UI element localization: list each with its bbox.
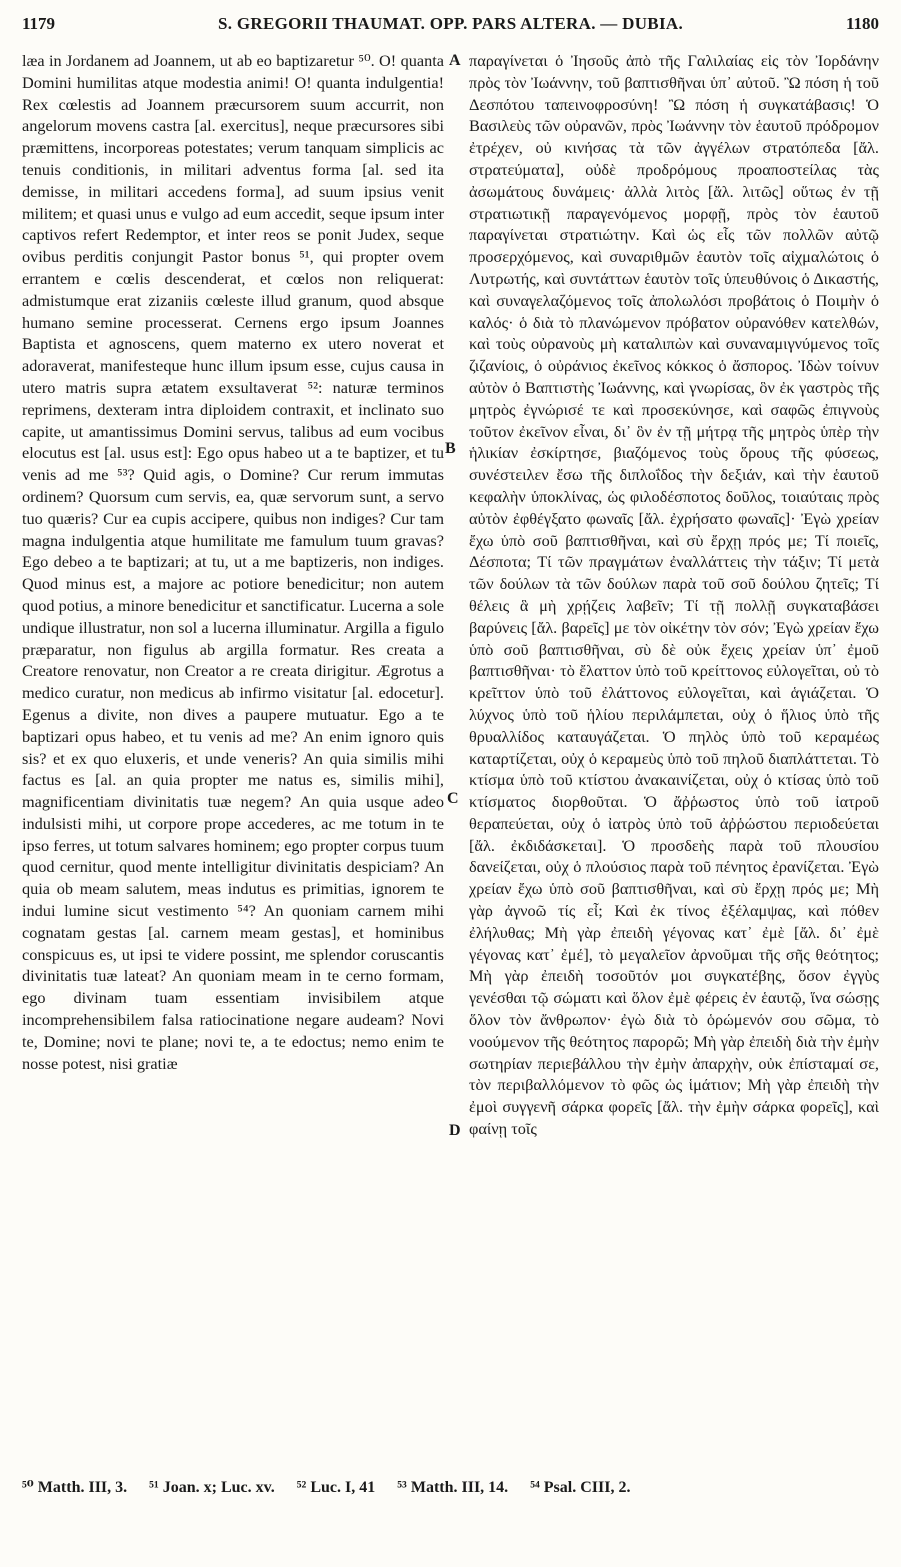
margin-letter-a: A [449, 52, 461, 69]
margin-letter-d: D [449, 1122, 461, 1139]
margin-letter-c: C [447, 790, 459, 807]
margin-letter-b: B [445, 440, 456, 457]
greek-column [469, 50, 879, 1140]
latin-column [22, 50, 444, 1074]
greek-text: παραγίνεται ὁ Ἰησοῦς ἀπὸ τῆς Γαλιλαίας εἰς τὸν Ἰορδάνην πρὸς τὸν Ἰωάννην, τοῦ βαπτισθῆναι ὑπ᾽ αὐτοῦ. Ὢ πόση ἡ τοῦ Δεσπότου ταπεινοφροσύνη! Ὢ πόση ἡ συγκατάβασις! Ὁ Βασιλεὺς τῶν οὐρανῶν, πρὸς Ἰωάννην τὸν ἑαυτοῦ πρόδρομον ἐτρέχεν, οὐ κινήσας τὰ τῶν ἀγγέλων στρατόπεδα [ἄλ. στρατεύματα], οὐδὲ προδρόμους προαποστείλας τὰς ἀσωμάτους δυνάμεις· ἀλλὰ λιτὸς [ἄλ. λιτῶς] οὕτως ἐν τῇ στρατιωτικῇ παραγενόμενος μορφῇ, πρὸς τὸν ἑαυτοῦ παραγίνεται στρατιώτην. Καὶ ὡς εἷς τῶν πολλῶν αὐτῷ προσερχόμενος, καὶ συναριθμῶν ἑαυτὸν τοῖς αἰχμαλώτοις ὁ Λυτρωτής, καὶ συντάττων ἑαυτὸν τοῖς ὑπευθύνοις ὁ Δικαστής, καὶ συναγελαζόμενος τοῖς ἀπολωλόσι προβάτοις ὁ Ποιμὴν ὁ καλός· ὁ διὰ τὸ πλανώμενον πρόβατον οὐρανόθεν κατελθών, καὶ τοὺς οὐρανοὺς μὴ καταλιπὼν καὶ συναναμιγνύμενος τοῖς ζιζανίοις, ὁ οὐράνιος ἐκεῖνος κόκκος ὁ ἄσπορος. Ἰδὼν τοίνυν αὐτὸν ὁ Βαπτιστὴς Ἰωάννης, καὶ γνωρίσας, ὃν ἐκ γαστρὸς τῆς μητρὸς ἐγνώρισέ τε καὶ προσεκύνησε, καὶ σαφῶς ἐπιγνοὺς τοῦτον ἐκεῖνον εἶναι, δι᾽ ὃν ἐν τῇ μήτρᾳ τῆς μητρὸς ὑπὲρ τὴν ἡλικίαν ἐσκίρτησε, βιαζόμενος τοὺς ὅρους τῆς φύσεως, συνέστειλεν ἔσω τῆς διπλοΐδος τὴν δεξιάν, καὶ τὴν ἑαυτοῦ κεφαλὴν ὑποκλίνας, ὡς φιλοδέσποτος δοῦλος, τοιαύταις πρὸς αὐτὸν ἐφθέγξατο φωναῖς [ἄλ. ἐχρήσατο φωναῖς]· Ἐγὼ χρείαν ἔχω ὑπὸ σοῦ βαπτισθῆναι, καὶ σὺ ἔρχῃ πρός με; Τί ποιεῖς, Δέσποτα; Τί τῶν πραγμάτων ἐναλλάττεις τὴν τάξιν; Τί μετὰ τῶν δούλων τὰ τῶν δούλων παρὰ τοῦ σοῦ δούλου ζητεῖς; Τί θέλεις ἃ μὴ χρῄζεις λαβεῖν; Τί τῇ πολλῇ συγκαταβάσει βαρύνεις [ἄλ. βαρεῖς] με τὸν οἰκέτην τὸν σόν; Ἐγὼ χρείαν ἔχω ὑπὸ σοῦ βαπτισθῆναι, σὺ δὲ οὐκ ἔχεις χρείαν ὑπ᾽ ἐμοῦ βαπτισθῆναι· τὸ ἔλαττον ὑπὸ τοῦ κρείττονος εὐλογεῖται, οὐ τὸ κρεῖττον ὑπὸ τοῦ ἐλάττονος εὐλογεῖται, καὶ ἁγιάζεται. Ὁ λύχνος ὑπὸ τοῦ ἡλίου περιλάμπεται, οὐχ ὁ ἥλιος ὑπὸ τῆς θρυαλλίδος καταυγάζεται. Ὁ πηλὸς ὑπὸ τοῦ κεραμέως καταρτίζεται, οὐχ ὁ κεραμεὺς ὑπὸ τοῦ πηλοῦ διαπλάττεται. Τὸ κτίσμα ὑπὸ τοῦ κτίστου ἀνακαινίζεται, οὐχ ὁ κτίσας ὑπὸ τοῦ κτίσματος διορθοῦται. Ὁ ἄῤῥωστος ὑπὸ τοῦ ἰατροῦ θεραπεύεται, οὐχ ὁ ἰατρὸς ὑπὸ τοῦ ἀῤῥώστου περιοδεύεται [ἄλ. ἐκδιδάσκεται]. Ὁ προσδεὴς παρὰ τοῦ πλουσίου δανείζεται, οὐχ ὁ πλούσιος παρὰ τοῦ πένητος ἐρανίζεται. Ἐγὼ χρείαν ἔχω ὑπὸ σοῦ βαπτισθῆναι, καὶ σὺ ἔρχῃ πρός με; Μὴ γὰρ ἀγνοῶ τίς εἶ; Καὶ ἐκ τίνος ἐξέλαμψας, καὶ πόθεν ἐλήλυθας; Μὴ γὰρ ἐπειδὴ γέγονας κατ᾽ ἐμὲ [ἄλ. δι᾽ ἐμὲ γέγονας κατ᾽ ἐμέ], τὸ μεγαλεῖον ἀρνοῦμαι τῆς σῆς θεότητος; Μὴ γὰρ ἐπειδὴ τοσοῦτόν μοι συγκατέβης, ὅσον ἐγγὺς γενέσθαι τῷ σώματι καὶ ὅλον ἐμὲ φέρεις ἐν ἑαυτῷ, ἵνα σώσῃς ὅλον τὸν ἄνθρωπον· ἐγὼ διὰ τὸ ὁρώμενόν σου σῶμα, τὸ νοούμενον τῆς θεότητος παρορῶ; Μὴ γὰρ ἐπειδὴ διὰ τὴν ἐμὴν σωτηρίαν περιεβάλλου τὴν ἐμὴν ἀπαρχὴν, οὐκ ἐπίσταμαί σε, τὸν περιβαλλόμενον τὸ φῶς ὡς ἱμάτιον; Μὴ γὰρ ἐπειδὴ τὴν ἐμοὶ συγγενῆ σάρκα φορεῖς [ἄλ. τὴν ἐμὴν σάρκα φορεῖς], καὶ φαίνῃ τοῖς [469, 51, 879, 1139]
page-number-right: 1180 [845, 14, 879, 33]
latin-text: læa in Jordanem ad Joannem, ut ab eo baptizaretur ⁵⁰. O! quanta Domini humilitas atque modestia animi! O! quanta indulgentia! Rex cœlestis ad Joannem præcursorem suum accurrit, non angelorum movens castra [al. exercitus], neque præcursores sibi præmittens, incorporeas potestates; verum tanquam simplicis ac tenuis conditionis, in militari adventus forma [al. sed ita demisse, in militari accedens forma], ad suum ipsius venit militem; et quasi unus e vulgo ad eum accedit, seque ipsum inter captivos refert Redemptor, et inter reos se ponit Judex, seque ovibus perditis conjungit Pastor bonus ⁵¹, qui propter ovem errantem e cœlis descenderat, et cœlos non reliquerat: admistumque erat zizaniis cœleste illud granum, quod absque humano semine processerat. Cernens ergo ipsum Joannes Baptista et agnoscens, quem materno ex utero noverat et adoraverat, manifesteque hunc illum ipsum esse, cujus causa in utero matris supra ætatem exsultaverat ⁵²: naturæ terminos reprimens, dexteram intra diploidem contraxit, et inclinato suo capite, ut amantissimus Domini servus, talibus ad eum vocibus elocutus est [al. usus est]: Ego opus habeo ut a te baptizer, et tu venis ad me ⁵³? Quid agis, o Domine? Cur rerum immutas ordinem? Quorsum cum servis, ea, quæ servorum sunt, a servo tuo quæris? Cur ea cupis accipere, quibus non indiges? Cur tam magna indulgentia atque humilitate me famulum tuum gravas? Ego debeo a te baptizari; at tu, ut a me baptizeris, non indiges. Quod minus est, a majore ac potiore benedicitur; non autem quod potius, a minore benedicitur et sanctificatur. Lucerna a sole undique illustratur, non sol a lucerna illuminatur. Argilla a figulo præparatur, non figulus ab argilla formatur. Res creata a Creatore renovatur, non Creator a re creata dirigitur. Ægrotus a medico curatur, non medicus ab infirmo visitatur [al. edocetur]. Egenus a divite, non dives a paupere mutuatur. Ego a te baptizari opus habeo, et tu venis ad me? An enim ignoro quis sis? et ex quo eluxeris, et unde veneris? An quia similis mihi factus es [al. an quia propter me natus es, similis mihi], magnificentiam divinitatis tuæ negem? An quia usque adeo indulsisti mihi, ut corpore prope accederes, ac me totum in te ipso ferres, ut totum salvares hominem; ego propter corpus tuum quod cernitur, quod mente intelligitur divinitatis despiciam? An quia ob meam salutem, meas indutus es primitias, ignorem te indui lumine sicut vestimento ⁵⁴? An quoniam carnem mihi cognatam gestas [al. carnem meam gestas], et hominibus conspicuus es, ut ipsi te videre possint, me splendor coruscantis divinitatis tuæ lateat? An quoniam meam in te cerno formam, ego divinam tuam essentiam invisibilem atque incomprehensibilem falsa ratiocinatione negare audeam? Novi te, Domine; novi te plane; novi te, a te edoctus; nemo enim te nosse potest, nisi gratiæ [22, 51, 444, 1073]
footnote-54: ⁵⁴ Psal. CIII, 2. [530, 1479, 631, 1496]
page-number-left: 1179 [22, 14, 56, 33]
footnotes [22, 1477, 879, 1497]
running-header [22, 14, 879, 40]
running-title: S. GREGORII THAUMAT. OPP. PARS ALTERA. — DUBIA. [218, 14, 683, 33]
footnote-53: ⁵³ Matth. III, 14. [397, 1479, 509, 1496]
footnote-51: ⁵¹ Joan. x; Luc. xv. [149, 1479, 275, 1496]
footnote-52: ⁵² Luc. I, 41 [296, 1479, 376, 1496]
footnote-50: ⁵⁰ Matth. III, 3. [22, 1479, 128, 1496]
